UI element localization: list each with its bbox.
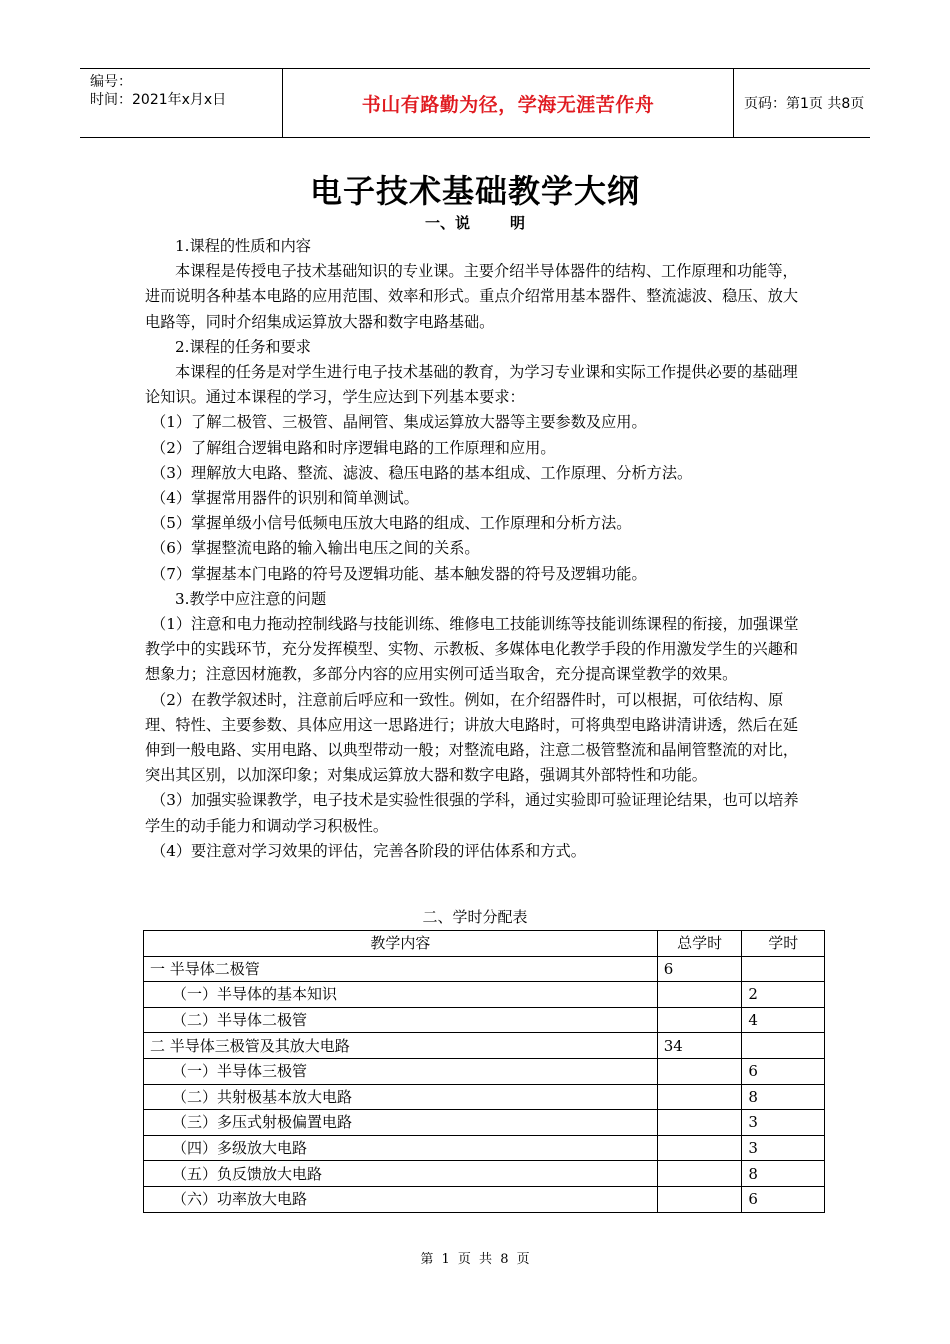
- cell-total: [657, 1161, 742, 1187]
- page-title: 电子技术基础教学大纲: [309, 172, 640, 210]
- table-row: [144, 1058, 825, 1084]
- cell-total: [657, 1110, 742, 1136]
- cell-hours: [742, 956, 825, 982]
- cell-hours: 3: [742, 1110, 825, 1136]
- note-paragraph: （1）注意和电力拖动控制线路与技能训练、维修电工技能训练等技能训练课程的衔接，加强课堂教学中的实践环节，充分发挥模型、实物、示教板、多媒体电化教学手段的作用激发学生的兴趣和想象力；注意因材施教，多部分内容的应用实例可适当取舍，充分提高课堂教学的效果。: [145, 615, 799, 684]
- table-caption: 二、学时分配表: [422, 908, 528, 926]
- page-label: 页码：第1页 共8页: [744, 96, 865, 112]
- cell-hours: 8: [742, 1161, 825, 1187]
- requirement-item: （4）掌握常用器件的识别和简单测试。: [151, 489, 419, 508]
- header-cell-hours: 学时: [742, 931, 825, 957]
- number-label: 编号：: [90, 74, 132, 90]
- cell-content: （二）共射极基本放大电路: [144, 1084, 658, 1110]
- cell-content: （四）多级放大电路: [144, 1135, 658, 1161]
- table-row: [144, 1186, 825, 1212]
- table-row: [144, 1084, 825, 1110]
- cell-content: （一）半导体三极管: [144, 1058, 658, 1084]
- table-header-row: [144, 931, 825, 957]
- cell-total: [657, 1186, 742, 1212]
- cell-content: （六）功率放大电路: [144, 1186, 658, 1212]
- cell-content: 二 半导体三极管及其放大电路: [144, 1033, 658, 1059]
- paragraph-tasks: 本课程的任务是对学生进行电子技术基础的教育，为学习专业课和实际工作提供必要的基础理论知识。通过本课程的学习，学生应达到下列基本要求：: [145, 363, 798, 407]
- cell-content: 一 半导体二极管: [144, 956, 658, 982]
- table-row: [144, 1033, 825, 1059]
- cell-total: [657, 982, 742, 1008]
- subheading-notes: 3.教学中应注意的问题: [175, 589, 327, 608]
- motto: 书山有路勤为径，学海无涯苦作舟: [361, 93, 655, 116]
- note-paragraph: （2）在教学叙述时，注意前后呼应和一致性。例如，在介绍器件时，可以根据，可依结构、原理、特性、主要参数、具体应用这一思路进行；讲放大电路时，可将典型电路讲清讲透，然后在延伸到一般电路、实用电路、以典型带动一般；对整流电路，注意二极管整流和晶闸管整流的对比，突出其区别，以加深印象；对集成运算放大器和数字电路，强调其外部特性和功能。: [145, 690, 799, 785]
- requirement-item: （1）了解二极管、三极管、晶闸管、集成运算放大器等主要参数及应用。: [151, 413, 647, 432]
- body-text: [145, 234, 808, 864]
- section-heading-part-a: 一、说: [424, 214, 470, 232]
- note-paragraph: （4）要注意对学习效果的评估，完善各阶段的评估体系和方式。: [151, 841, 586, 860]
- cell-hours: [742, 1033, 825, 1059]
- table-row: [144, 982, 825, 1008]
- cell-total: 6: [657, 956, 742, 982]
- table-row: [144, 1161, 825, 1187]
- header-cell-content: 教学内容: [144, 931, 658, 957]
- table-row: [144, 956, 825, 982]
- page-footer: 第 1 页 共 8 页: [420, 1252, 530, 1267]
- cell-total: [657, 1058, 742, 1084]
- hours-table: [143, 930, 825, 1213]
- cell-total: [657, 1135, 742, 1161]
- requirement-item: （7）掌握基本门电路的符号及逻辑功能、基本触发器的符号及逻辑功能。: [151, 564, 647, 583]
- header-center: [282, 69, 734, 137]
- subheading-nature: 1.课程的性质和内容: [175, 237, 311, 255]
- requirement-item: （6）掌握整流电路的输入输出电压之间的关系。: [151, 539, 480, 558]
- cell-total: [657, 1084, 742, 1110]
- time-label: 时间：2021年x月x日: [90, 92, 227, 108]
- cell-content: （一）半导体的基本知识: [144, 982, 658, 1008]
- requirement-item: （2）了解组合逻辑电路和时序逻辑电路的工作原理和应用。: [151, 438, 556, 457]
- requirement-item: （5）掌握单级小信号低频电压放大电路的组成、工作原理和分析方法。: [151, 514, 632, 533]
- cell-hours: 6: [742, 1058, 825, 1084]
- header-left: [80, 69, 282, 137]
- table-row: [144, 1110, 825, 1136]
- section-heading-part-b: 明: [510, 214, 526, 232]
- note-paragraph: （3）加强实验课教学，电子技术是实验性很强的学科，通过实验即可验证理论结果，也可以培养学生的动手能力和调动学习积极性。: [145, 791, 799, 835]
- cell-content: （五）负反馈放大电路: [144, 1161, 658, 1187]
- table-row: [144, 1007, 825, 1033]
- cell-hours: 4: [742, 1007, 825, 1033]
- table-row: [144, 1135, 825, 1161]
- section-heading-explanation: [0, 212, 950, 233]
- header-right: [732, 69, 870, 137]
- cell-content: （三）多压式射极偏置电路: [144, 1110, 658, 1136]
- cell-hours: 3: [742, 1135, 825, 1161]
- requirement-item: （3）理解放大电路、整流、滤波、稳压电路的基本组成、工作原理、分析方法。: [151, 463, 693, 482]
- cell-hours: 8: [742, 1084, 825, 1110]
- header-cell-total: 总学时: [657, 931, 742, 957]
- header-box: [80, 68, 870, 138]
- cell-total: [657, 1007, 742, 1033]
- cell-hours: 2: [742, 982, 825, 1008]
- subheading-tasks: 2.课程的任务和要求: [175, 337, 311, 356]
- paragraph-nature: 本课程是传授电子技术基础知识的专业课。主要介绍半导体器件的结构、工作原理和功能等，进而说明各种基本电路的应用范围、效率和形式。重点介绍常用基本器件、整流滤波、稳压、放大电路等，同时介绍集成运算放大器和数字电路基础。: [145, 262, 799, 331]
- cell-hours: 6: [742, 1186, 825, 1212]
- cell-content: （二）半导体二极管: [144, 1007, 658, 1033]
- cell-total: 34: [657, 1033, 742, 1059]
